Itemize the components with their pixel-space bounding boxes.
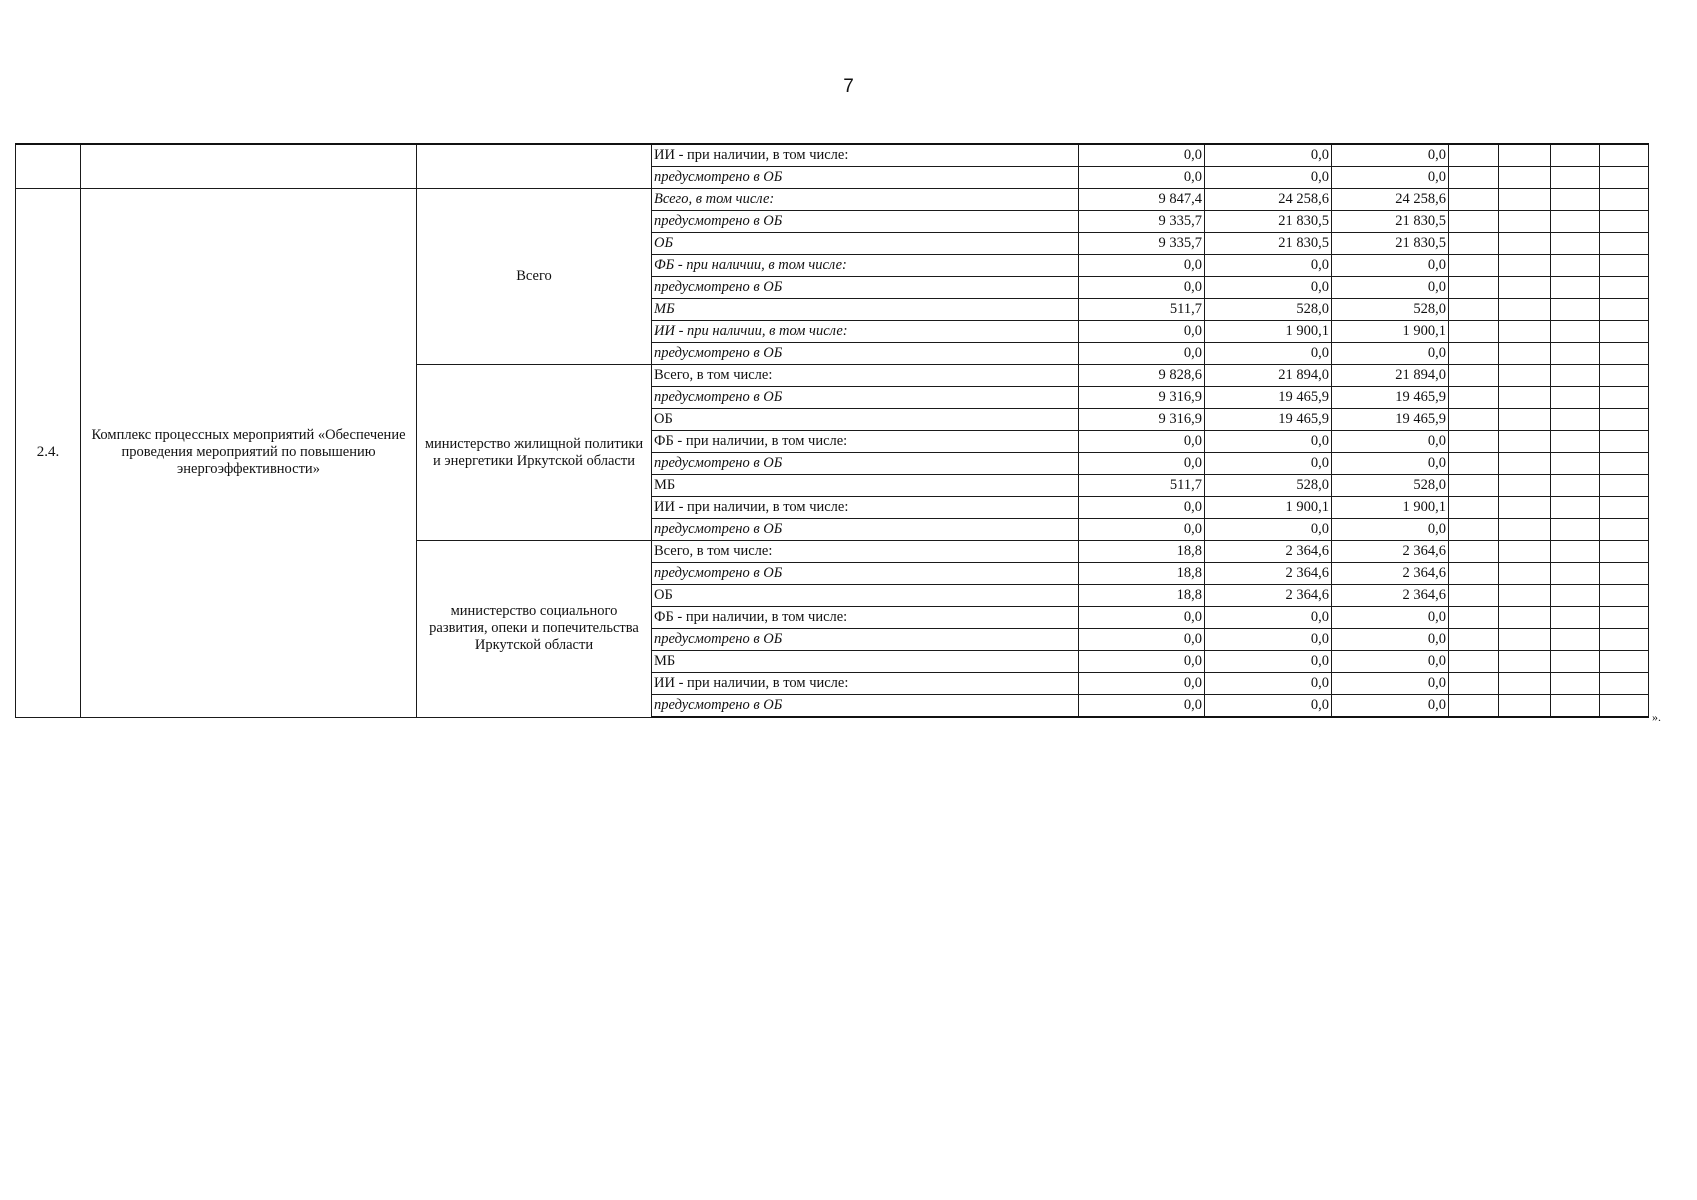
empty-cell (1551, 144, 1600, 167)
empty-cell (1600, 475, 1649, 497)
empty-cell (1499, 475, 1551, 497)
empty-cell (1449, 695, 1499, 718)
empty-cell (1600, 673, 1649, 695)
value-cell: 1 900,1 (1205, 321, 1332, 343)
value-cell: 0,0 (1332, 519, 1449, 541)
empty-cell (1600, 277, 1649, 299)
value-cell: 0,0 (1205, 519, 1332, 541)
value-cell: 0,0 (1205, 277, 1332, 299)
funding-source-label: ИИ - при наличии, в том числе: (652, 497, 1079, 519)
executor-name: министерство жилищной политики и энергетики Иркутской области (417, 365, 652, 541)
value-cell: 0,0 (1205, 651, 1332, 673)
empty-cell (1499, 563, 1551, 585)
value-cell: 0,0 (1332, 695, 1449, 718)
value-cell: 9 335,7 (1079, 233, 1205, 255)
empty-cell (1551, 431, 1600, 453)
empty-cell (1551, 651, 1600, 673)
empty-cell (1551, 519, 1600, 541)
value-cell: 0,0 (1205, 255, 1332, 277)
value-cell: 0,0 (1079, 431, 1205, 453)
value-cell: 0,0 (1079, 673, 1205, 695)
value-cell: 21 830,5 (1205, 211, 1332, 233)
empty-cell (1600, 519, 1649, 541)
value-cell: 0,0 (1205, 629, 1332, 651)
value-cell: 0,0 (1205, 343, 1332, 365)
empty-cell (1499, 365, 1551, 387)
empty-cell (1551, 167, 1600, 189)
empty-cell (1449, 233, 1499, 255)
empty-cell (1600, 255, 1649, 277)
empty-cell (1551, 453, 1600, 475)
empty-cell (1600, 299, 1649, 321)
empty-cell (1449, 211, 1499, 233)
empty-cell (1551, 497, 1600, 519)
value-cell: 0,0 (1205, 167, 1332, 189)
empty-cell (1551, 321, 1600, 343)
empty-cell (1499, 167, 1551, 189)
value-cell: 0,0 (1205, 144, 1332, 167)
empty-cell (1449, 651, 1499, 673)
empty-cell (1600, 497, 1649, 519)
executor-name: министерство социального развития, опеки и попечительства Иркутской области (417, 541, 652, 718)
value-cell: 0,0 (1079, 321, 1205, 343)
empty-cell (1449, 189, 1499, 211)
value-cell: 9 335,7 (1079, 211, 1205, 233)
empty-cell (1600, 695, 1649, 718)
empty-cell (1499, 387, 1551, 409)
value-cell: 1 900,1 (1205, 497, 1332, 519)
empty-cell (1449, 387, 1499, 409)
empty-cell (1449, 277, 1499, 299)
empty-cell (1449, 497, 1499, 519)
value-cell: 0,0 (1079, 607, 1205, 629)
empty-cell (1449, 321, 1499, 343)
value-cell: 0,0 (1079, 651, 1205, 673)
empty-cell (1449, 453, 1499, 475)
empty-cell (1499, 497, 1551, 519)
value-cell: 0,0 (1332, 431, 1449, 453)
empty-cell (1551, 475, 1600, 497)
executor-name: Всего (417, 189, 652, 365)
value-cell: 0,0 (1079, 343, 1205, 365)
funding-source-label: предусмотрено в ОБ (652, 695, 1079, 718)
empty-cell (1499, 321, 1551, 343)
empty-cell (1600, 453, 1649, 475)
empty-cell (1551, 673, 1600, 695)
empty-cell (1499, 299, 1551, 321)
empty-cell (1499, 695, 1551, 718)
value-cell: 0,0 (1332, 629, 1449, 651)
empty-cell (1449, 519, 1499, 541)
empty-cell (1449, 167, 1499, 189)
value-cell: 0,0 (1332, 255, 1449, 277)
empty-cell (1499, 431, 1551, 453)
value-cell: 0,0 (1332, 343, 1449, 365)
funding-source-label: предусмотрено в ОБ (652, 453, 1079, 475)
empty-cell (1551, 585, 1600, 607)
funding-source-label: предусмотрено в ОБ (652, 167, 1079, 189)
value-cell: 2 364,6 (1205, 585, 1332, 607)
empty-cell (1551, 563, 1600, 585)
value-cell: 2 364,6 (1332, 585, 1449, 607)
empty-cell (1551, 255, 1600, 277)
empty-cell (1551, 233, 1600, 255)
empty-cell (1449, 607, 1499, 629)
value-cell: 0,0 (1332, 277, 1449, 299)
empty-cell (1499, 607, 1551, 629)
empty-cell (1499, 673, 1551, 695)
funding-source-label: предусмотрено в ОБ (652, 343, 1079, 365)
empty-cell (1600, 211, 1649, 233)
funding-source-label: ИИ - при наличии, в том числе: (652, 321, 1079, 343)
empty-cell (1600, 541, 1649, 563)
funding-source-label: предусмотрено в ОБ (652, 387, 1079, 409)
empty-cell (1449, 431, 1499, 453)
empty-cell (1600, 651, 1649, 673)
funding-source-label: предусмотрено в ОБ (652, 277, 1079, 299)
value-cell: 9 828,6 (1079, 365, 1205, 387)
value-cell: 24 258,6 (1205, 189, 1332, 211)
value-cell: 2 364,6 (1205, 563, 1332, 585)
value-cell: 0,0 (1079, 255, 1205, 277)
value-cell: 19 465,9 (1332, 387, 1449, 409)
funding-source-label: ИИ - при наличии, в том числе: (652, 144, 1079, 167)
budget-table (15, 143, 1649, 718)
value-cell: 528,0 (1205, 475, 1332, 497)
value-cell: 0,0 (1079, 695, 1205, 718)
empty-cell (1499, 343, 1551, 365)
value-cell: 2 364,6 (1332, 563, 1449, 585)
value-cell: 0,0 (1332, 453, 1449, 475)
empty-cell (1449, 475, 1499, 497)
value-cell: 0,0 (1079, 629, 1205, 651)
section-name: Комплекс процессных мероприятий «Обеспечение проведения мероприятий по повышению энергоэффективности» (81, 189, 417, 718)
funding-source-label: предусмотрено в ОБ (652, 519, 1079, 541)
empty-cell (1499, 453, 1551, 475)
empty-cell (1449, 541, 1499, 563)
value-cell: 0,0 (1205, 431, 1332, 453)
empty-cell (1551, 343, 1600, 365)
page-number: 7 (843, 76, 854, 97)
empty-cell (1600, 607, 1649, 629)
value-cell: 0,0 (1079, 519, 1205, 541)
empty-cell (1551, 211, 1600, 233)
funding-source-label: Всего, в том числе: (652, 541, 1079, 563)
value-cell: 19 465,9 (1205, 409, 1332, 431)
number-cell (16, 144, 81, 189)
empty-cell (1551, 607, 1600, 629)
value-cell: 0,0 (1205, 453, 1332, 475)
value-cell: 0,0 (1332, 651, 1449, 673)
value-cell: 528,0 (1332, 299, 1449, 321)
empty-cell (1551, 365, 1600, 387)
value-cell: 21 830,5 (1332, 233, 1449, 255)
empty-cell (1449, 585, 1499, 607)
empty-cell (1551, 189, 1600, 211)
value-cell: 0,0 (1332, 144, 1449, 167)
value-cell: 0,0 (1079, 167, 1205, 189)
value-cell: 21 830,5 (1332, 211, 1449, 233)
empty-cell (1499, 519, 1551, 541)
value-cell: 9 316,9 (1079, 409, 1205, 431)
empty-cell (1600, 563, 1649, 585)
value-cell: 2 364,6 (1332, 541, 1449, 563)
empty-cell (1551, 387, 1600, 409)
empty-cell (1499, 211, 1551, 233)
empty-cell (1499, 585, 1551, 607)
value-cell: 1 900,1 (1332, 497, 1449, 519)
table-row (16, 189, 1649, 211)
funding-source-label: ФБ - при наличии, в том числе: (652, 255, 1079, 277)
funding-source-label: МБ (652, 299, 1079, 321)
empty-cell (1600, 343, 1649, 365)
table-row (16, 144, 1649, 167)
closing-quote: ». (1652, 710, 1661, 724)
empty-cell (1499, 409, 1551, 431)
funding-source-label: ОБ (652, 233, 1079, 255)
empty-cell (1449, 629, 1499, 651)
empty-cell (1449, 255, 1499, 277)
empty-cell (1499, 144, 1551, 167)
empty-cell (1600, 585, 1649, 607)
value-cell: 19 465,9 (1205, 387, 1332, 409)
name-cell (81, 144, 417, 189)
value-cell: 18,8 (1079, 563, 1205, 585)
value-cell: 0,0 (1205, 607, 1332, 629)
value-cell: 24 258,6 (1332, 189, 1449, 211)
empty-cell (1600, 233, 1649, 255)
value-cell: 0,0 (1332, 607, 1449, 629)
value-cell: 21 894,0 (1205, 365, 1332, 387)
empty-cell (1600, 431, 1649, 453)
funding-source-label: МБ (652, 475, 1079, 497)
funding-source-label: ФБ - при наличии, в том числе: (652, 431, 1079, 453)
funding-source-label: предусмотрено в ОБ (652, 629, 1079, 651)
empty-cell (1551, 299, 1600, 321)
empty-cell (1499, 255, 1551, 277)
value-cell: 18,8 (1079, 585, 1205, 607)
funding-source-label: МБ (652, 651, 1079, 673)
empty-cell (1600, 321, 1649, 343)
empty-cell (1551, 409, 1600, 431)
empty-cell (1449, 563, 1499, 585)
funding-source-label: ФБ - при наличии, в том числе: (652, 607, 1079, 629)
value-cell: 0,0 (1205, 695, 1332, 718)
empty-cell (1449, 409, 1499, 431)
funding-source-label: ИИ - при наличии, в том числе: (652, 673, 1079, 695)
value-cell: 19 465,9 (1332, 409, 1449, 431)
empty-cell (1551, 277, 1600, 299)
section-number: 2.4. (16, 189, 81, 718)
funding-source-label: ОБ (652, 585, 1079, 607)
table-body (16, 144, 1649, 717)
empty-cell (1449, 365, 1499, 387)
value-cell: 18,8 (1079, 541, 1205, 563)
funding-source-label: Всего, в том числе: (652, 365, 1079, 387)
empty-cell (1600, 409, 1649, 431)
empty-cell (1600, 189, 1649, 211)
empty-cell (1449, 299, 1499, 321)
empty-cell (1499, 277, 1551, 299)
value-cell: 0,0 (1332, 673, 1449, 695)
value-cell: 511,7 (1079, 475, 1205, 497)
empty-cell (1449, 144, 1499, 167)
empty-cell (1600, 167, 1649, 189)
value-cell: 21 830,5 (1205, 233, 1332, 255)
value-cell: 528,0 (1332, 475, 1449, 497)
value-cell: 21 894,0 (1332, 365, 1449, 387)
empty-cell (1551, 541, 1600, 563)
value-cell: 511,7 (1079, 299, 1205, 321)
value-cell: 9 847,4 (1079, 189, 1205, 211)
value-cell: 0,0 (1079, 277, 1205, 299)
value-cell: 0,0 (1332, 167, 1449, 189)
empty-cell (1551, 629, 1600, 651)
funding-source-label: предусмотрено в ОБ (652, 563, 1079, 585)
funding-source-label: Всего, в том числе: (652, 189, 1079, 211)
funding-source-label: предусмотрено в ОБ (652, 211, 1079, 233)
value-cell: 1 900,1 (1332, 321, 1449, 343)
empty-cell (1499, 651, 1551, 673)
empty-cell (1600, 365, 1649, 387)
empty-cell (1449, 343, 1499, 365)
value-cell: 9 316,9 (1079, 387, 1205, 409)
value-cell: 0,0 (1079, 497, 1205, 519)
empty-cell (1600, 387, 1649, 409)
empty-cell (1499, 189, 1551, 211)
executor-cell (417, 144, 652, 189)
empty-cell (1499, 541, 1551, 563)
value-cell: 528,0 (1205, 299, 1332, 321)
empty-cell (1499, 629, 1551, 651)
empty-cell (1449, 673, 1499, 695)
empty-cell (1600, 144, 1649, 167)
empty-cell (1551, 695, 1600, 718)
value-cell: 0,0 (1079, 453, 1205, 475)
empty-cell (1499, 233, 1551, 255)
value-cell: 0,0 (1205, 673, 1332, 695)
value-cell: 2 364,6 (1205, 541, 1332, 563)
funding-source-label: ОБ (652, 409, 1079, 431)
value-cell: 0,0 (1079, 144, 1205, 167)
empty-cell (1600, 629, 1649, 651)
